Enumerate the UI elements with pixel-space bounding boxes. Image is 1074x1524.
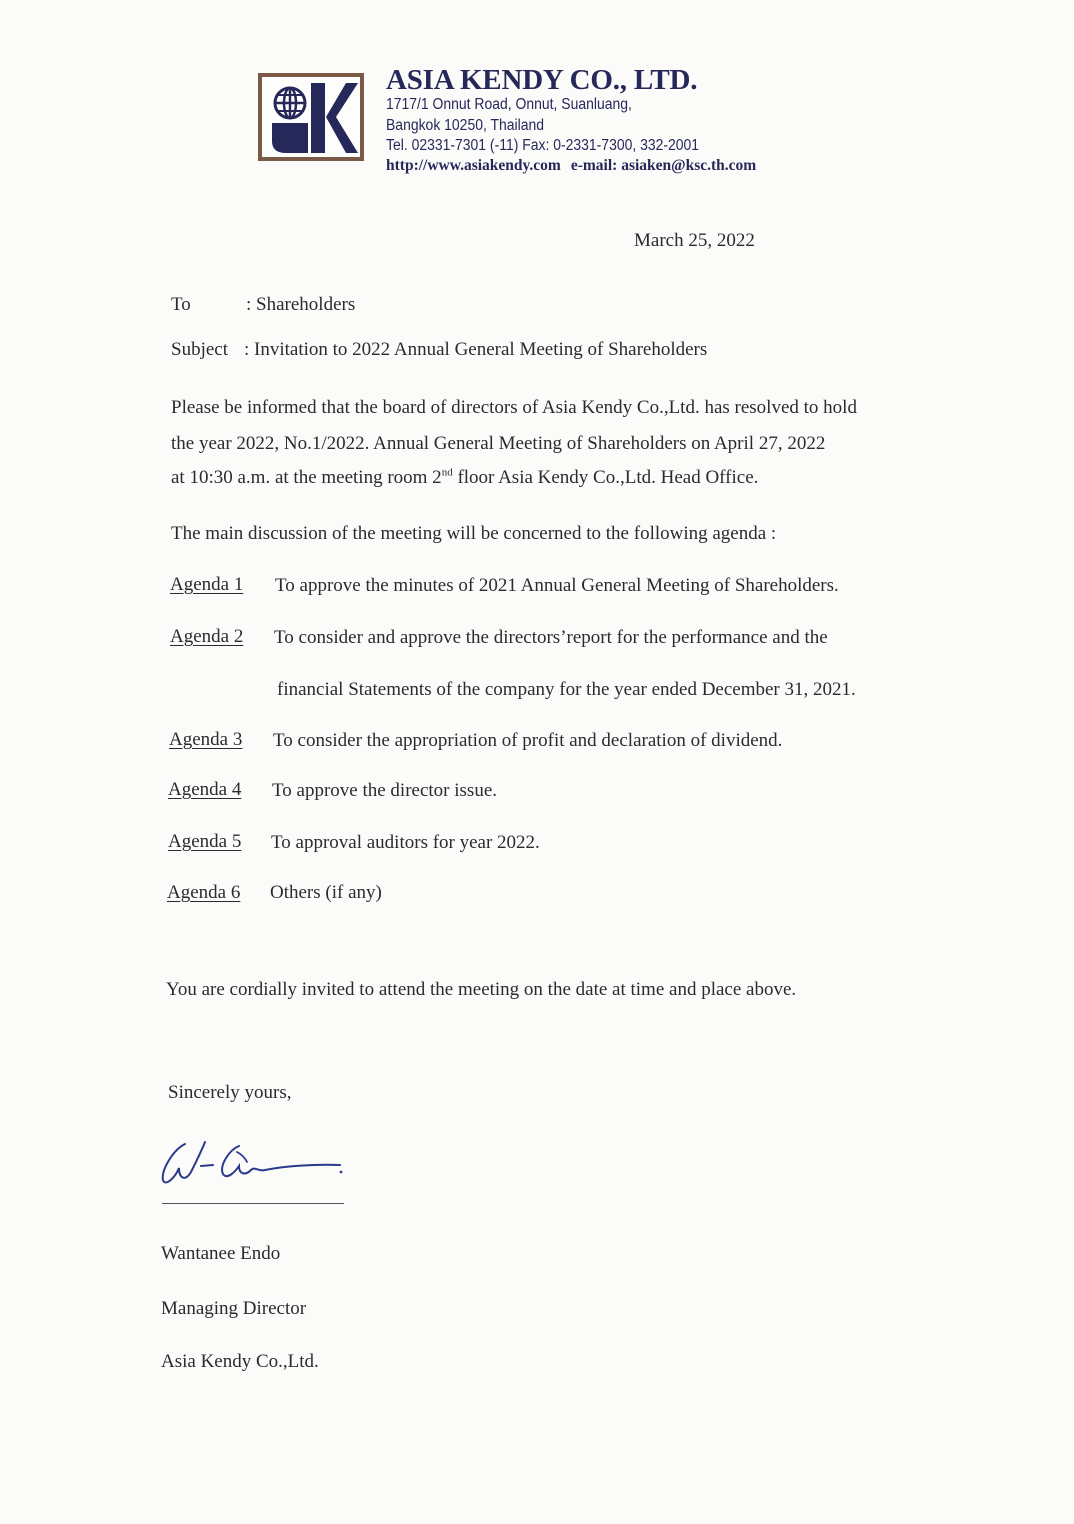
signatory-title: Managing Director bbox=[161, 1298, 307, 1319]
company-name: ASIA KENDY CO., LTD. bbox=[386, 64, 698, 96]
signatory-company: Asia Kendy Co.,Ltd. bbox=[161, 1351, 319, 1372]
contact-line: Tel. 02331-7301 (-11) Fax: 0-2331-7300, 332-2001 bbox=[386, 137, 700, 154]
agenda-4-text: To approve the director issue. bbox=[272, 780, 498, 801]
agenda-6-label: Agenda 6 bbox=[167, 882, 241, 903]
paragraph-1-line-3-start: at 10:30 a.m. at the meeting room 2 bbox=[171, 467, 442, 488]
subject-value: : Invitation to 2022 Annual General Meeting of Shareholders bbox=[244, 339, 708, 360]
handwritten-signature bbox=[155, 1132, 355, 1199]
letter-date: March 25, 2022 bbox=[634, 230, 755, 251]
subject-label: Subject bbox=[171, 339, 228, 360]
agenda-2-label: Agenda 2 bbox=[170, 626, 244, 647]
agenda-5-text: To approval auditors for year 2022. bbox=[271, 832, 540, 853]
company-logo bbox=[258, 73, 364, 161]
agenda-4-label: Agenda 4 bbox=[168, 779, 242, 800]
to-label: To bbox=[171, 294, 191, 315]
agenda-5-label: Agenda 5 bbox=[168, 831, 242, 852]
agenda-2-text-continued: financial Statements of the company for the year ended December 31, 2021. bbox=[277, 679, 856, 700]
paragraph-1-line-3-end: floor Asia Kendy Co.,Ltd. Head Office. bbox=[452, 467, 759, 488]
address-line-1: 1717/1 Onnut Road, Onnut, Suanluang, bbox=[386, 96, 632, 113]
agenda-3-label: Agenda 3 bbox=[169, 729, 243, 750]
signature-line bbox=[162, 1203, 344, 1204]
ordinal-suffix: nd bbox=[441, 466, 453, 479]
agenda-3-text: To consider the appropriation of profit and declaration of dividend. bbox=[273, 730, 783, 751]
closing-salutation: Sincerely yours, bbox=[168, 1082, 292, 1103]
paragraph-1-line-2: the year 2022, No.1/2022. Annual General Meeting of Shareholders on April 27, 2022 bbox=[171, 433, 826, 454]
agenda-6-text: Others (if any) bbox=[270, 882, 382, 903]
web-contact-line bbox=[386, 157, 756, 175]
paragraph-1-line-3 bbox=[171, 467, 758, 489]
agenda-1-label: Agenda 1 bbox=[170, 574, 244, 595]
address-line-2: Bangkok 10250, Thailand bbox=[386, 117, 544, 134]
to-value: : Shareholders bbox=[246, 294, 356, 315]
agenda-2-text: To consider and approve the directors’report for the performance and the bbox=[274, 627, 828, 648]
paragraph-1-line-1: Please be informed that the board of directors of Asia Kendy Co.,Ltd. has resolved to hold bbox=[171, 397, 857, 418]
paragraph-2: The main discussion of the meeting will be concerned to the following agenda : bbox=[171, 523, 777, 544]
website-link[interactable]: http://www.asiakendy.com bbox=[386, 157, 561, 174]
agenda-1-text: To approve the minutes of 2021 Annual General Meeting of Shareholders. bbox=[275, 575, 839, 596]
signatory-name: Wantanee Endo bbox=[161, 1243, 281, 1264]
email-address[interactable]: e-mail: asiaken@ksc.th.com bbox=[570, 157, 757, 174]
closing-paragraph: You are cordially invited to attend the meeting on the date at time and place above. bbox=[166, 979, 797, 1000]
